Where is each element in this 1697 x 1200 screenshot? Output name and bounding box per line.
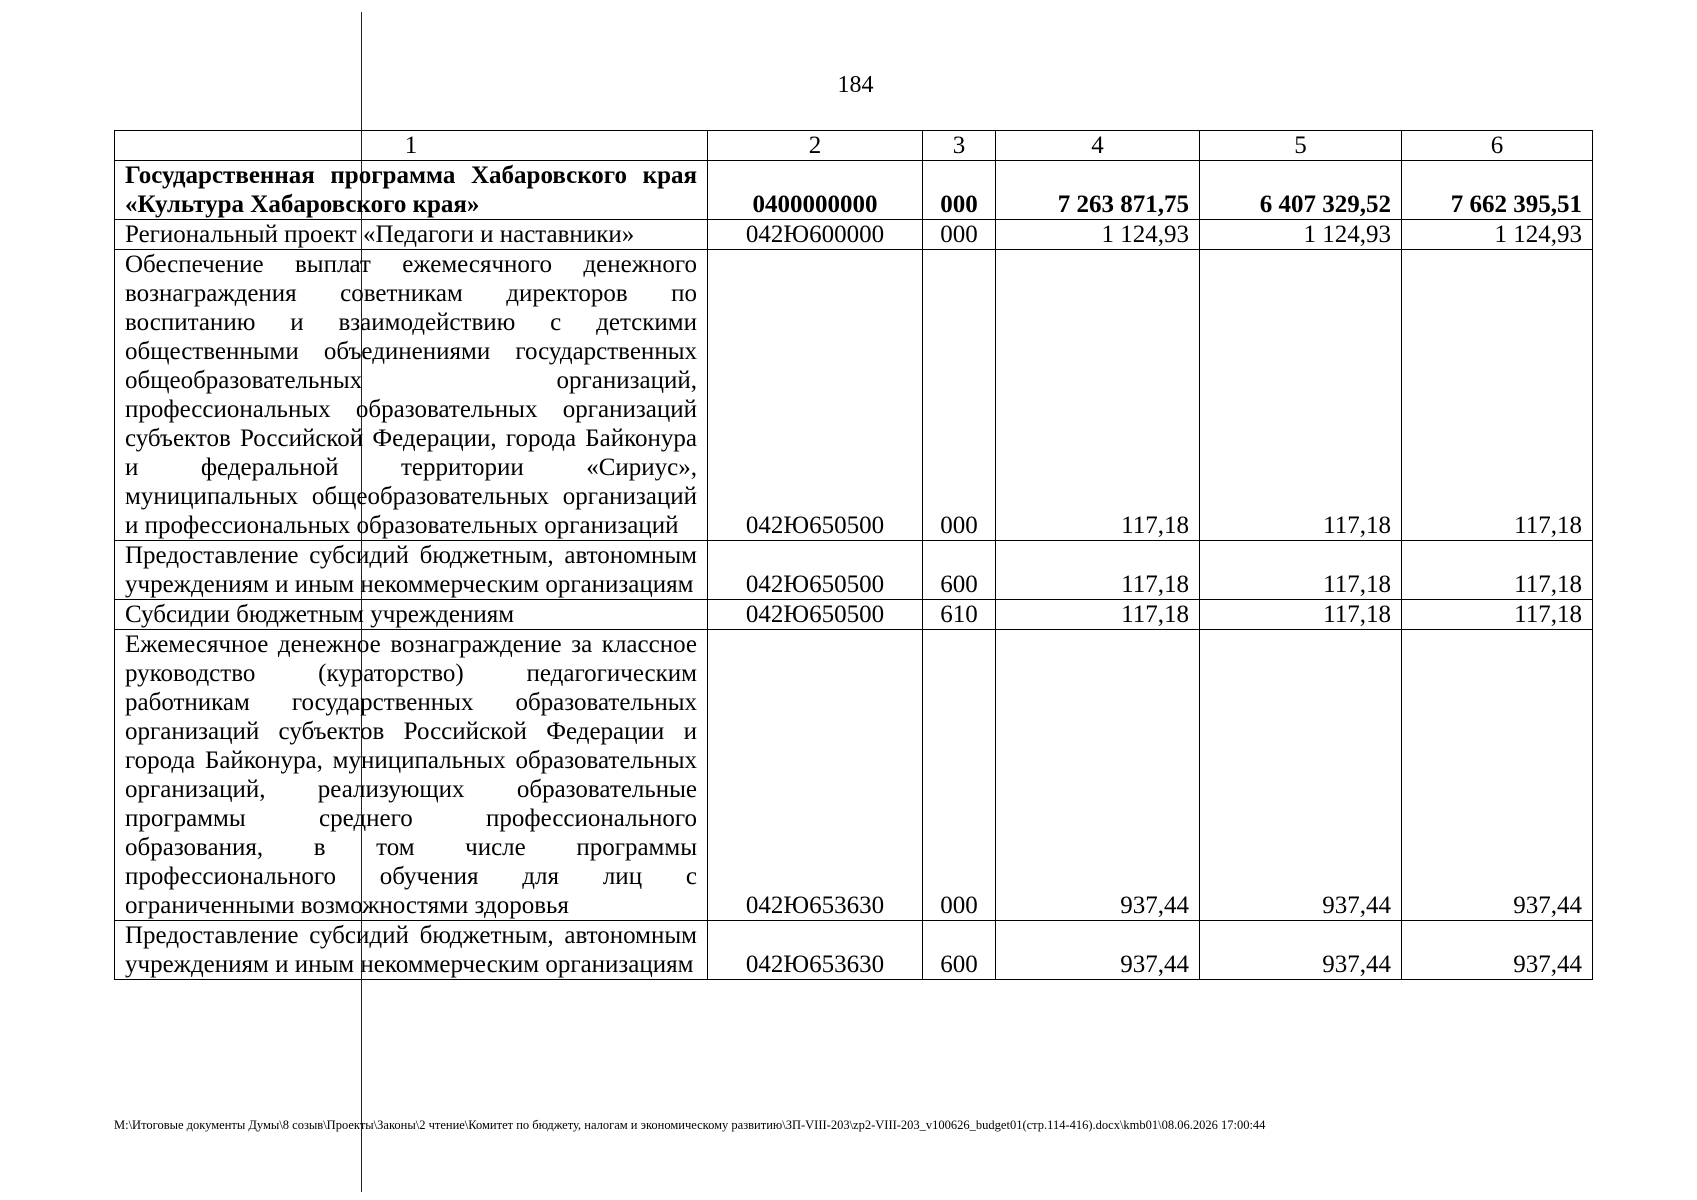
amount-col5: 117,18 (1200, 541, 1402, 600)
table-row (115, 921, 1593, 980)
amount-col4: 117,18 (996, 541, 1200, 600)
expense-type-code: 000 (923, 250, 996, 541)
amount-col6: 1 124,93 (1402, 220, 1593, 250)
column-header: 1 (115, 131, 708, 161)
target-code: 042Ю650500 (708, 600, 923, 630)
table-header-row (115, 131, 1593, 161)
file-path-footer: M:\Итоговые документы Думы\8 созыв\Проекты\Законы\2 чтение\Комитет по бюджету, налогам и экономическому развитию\ЗП-VIII-203\zp2-VIII-203_v100626_budget01(стр.114-416).docx\kmb01\08.06.2026 17:00:44 (114, 1118, 1266, 1132)
amount-col4: 1 124,93 (996, 220, 1200, 250)
expense-name: Ежемесячное денежное вознаграждение за классное руководство (кураторство) педагогическим работникам государственных образовательных организаций субъектов Российской Федерации и города Байконура, муниципальных образовательных организаций, реализующих образовательные программы среднего профессионального образования, в том числе программы профессионального обучения для лиц с ограниченными возможностями здоровья (115, 630, 708, 921)
column-header: 2 (708, 131, 923, 161)
amount-col6: 117,18 (1402, 250, 1593, 541)
target-code: 042Ю650500 (708, 541, 923, 600)
expense-type-code: 610 (923, 600, 996, 630)
amount-col6: 937,44 (1402, 630, 1593, 921)
amount-col5: 937,44 (1200, 921, 1402, 980)
amount-col4: 937,44 (996, 921, 1200, 980)
amount-col6: 937,44 (1402, 921, 1593, 980)
expense-type-code: 000 (923, 630, 996, 921)
expense-name: Региональный проект «Педагоги и наставники» (115, 220, 708, 250)
expense-type-code: 000 (923, 161, 996, 220)
expense-type-code: 600 (923, 541, 996, 600)
expense-name: Субсидии бюджетным учреждениям (115, 600, 708, 630)
target-code: 042Ю600000 (708, 220, 923, 250)
column-header: 6 (1402, 131, 1593, 161)
budget-table (114, 130, 1593, 980)
expense-name: Государственная программа Хабаровского края «Культура Хабаровского края» (115, 161, 708, 220)
amount-col4: 117,18 (996, 250, 1200, 541)
column-header: 4 (996, 131, 1200, 161)
table-row (115, 630, 1593, 921)
column-header: 3 (923, 131, 996, 161)
table-row (115, 220, 1593, 250)
amount-col5: 117,18 (1200, 250, 1402, 541)
amount-col5: 117,18 (1200, 600, 1402, 630)
amount-col4: 7 263 871,75 (996, 161, 1200, 220)
expense-type-code: 600 (923, 921, 996, 980)
expense-name: Обеспечение выплат ежемесячного денежного вознаграждения советникам директоров по воспитанию и взаимодействию с детскими общественными объединениями государственных общеобразовательных организаций, профессиональных образовательных организаций субъектов Российской Федерации, города Байконура и федеральной территории «Сириус», муниципальных общеобразовательных организаций и профессиональных образовательных организаций (115, 250, 708, 541)
amount-col4: 117,18 (996, 600, 1200, 630)
target-code: 042Ю653630 (708, 630, 923, 921)
table-row (115, 250, 1593, 541)
amount-col5: 6 407 329,52 (1200, 161, 1402, 220)
table-row (115, 161, 1593, 220)
target-code: 042Ю653630 (708, 921, 923, 980)
page-number: 184 (837, 72, 874, 98)
table-row (115, 600, 1593, 630)
target-code: 0400000000 (708, 161, 923, 220)
expense-type-code: 000 (923, 220, 996, 250)
amount-col5: 937,44 (1200, 630, 1402, 921)
column-header: 5 (1200, 131, 1402, 161)
amount-col5: 1 124,93 (1200, 220, 1402, 250)
expense-name: Предоставление субсидий бюджетным, автономным учреждениям и иным некоммерческим организациям (115, 541, 708, 600)
table-row (115, 541, 1593, 600)
amount-col4: 937,44 (996, 630, 1200, 921)
amount-col6: 7 662 395,51 (1402, 161, 1593, 220)
expense-name: Предоставление субсидий бюджетным, автономным учреждениям и иным некоммерческим организациям (115, 921, 708, 980)
amount-col6: 117,18 (1402, 600, 1593, 630)
target-code: 042Ю650500 (708, 250, 923, 541)
amount-col6: 117,18 (1402, 541, 1593, 600)
